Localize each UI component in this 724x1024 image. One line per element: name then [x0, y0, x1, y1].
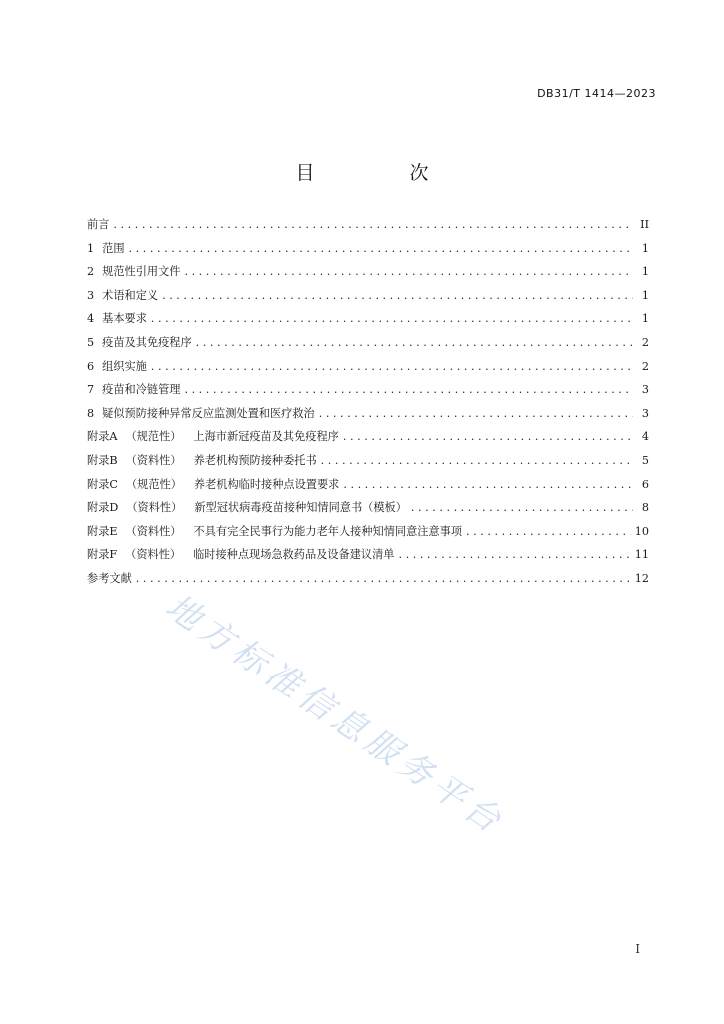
toc-leader-dots — [319, 407, 633, 420]
toc-entry-label: 术语和定义 — [102, 288, 159, 302]
toc-entry-label: 参考文献 — [87, 571, 132, 585]
toc-entry-number: 附录E — [87, 524, 118, 538]
toc-entry-page: 11 — [634, 548, 649, 562]
toc-entry-number: 附录B — [87, 453, 118, 467]
toc-entry-category: （规范性） — [125, 477, 182, 491]
toc-entry-label: 临时接种点现场急救药品及设备建议清单 — [193, 548, 395, 562]
toc-leader-dots — [184, 383, 633, 396]
toc-entry-number: 2 — [87, 265, 95, 279]
watermark: 地方标准信息服务平台 — [158, 586, 513, 844]
toc-entry-label: 规范性引用文件 — [102, 265, 181, 279]
table-of-contents — [87, 216, 649, 594]
toc-entry[interactable] — [87, 452, 649, 476]
toc-entry-number: 6 — [87, 359, 95, 373]
toc-entry[interactable] — [87, 428, 649, 452]
toc-entry-number: 附录D — [87, 501, 119, 515]
toc-entry-page: 1 — [641, 288, 649, 302]
toc-leader-dots — [129, 242, 633, 255]
toc-entry-label: 基本要求 — [102, 312, 147, 326]
toc-leader-dots — [321, 454, 633, 467]
toc-entry-page: 2 — [641, 335, 649, 349]
toc-entry-page: 10 — [634, 524, 649, 538]
toc-entry[interactable] — [87, 240, 649, 264]
toc-entry-label: 新型冠状病毒疫苗接种知情同意书（模板） — [194, 501, 407, 515]
toc-leader-dots — [343, 430, 633, 443]
toc-entry-number: 附录F — [87, 548, 118, 562]
toc-entry[interactable] — [87, 499, 649, 523]
toc-entry-number: 5 — [87, 335, 95, 349]
toc-entry-page: 1 — [641, 312, 649, 326]
toc-leader-dots — [466, 525, 631, 538]
toc-entry[interactable] — [87, 358, 649, 382]
toc-leader-dots — [343, 478, 633, 491]
toc-entry-page: 5 — [641, 453, 649, 467]
standard-code: DB31/T 1414—2023 — [537, 87, 656, 100]
toc-entry-label: 上海市新冠疫苗及其免疫程序 — [193, 430, 339, 444]
toc-entry-category: （规范性） — [125, 430, 182, 444]
toc-leader-dots — [113, 218, 633, 231]
toc-entry-category: （资料性） — [125, 524, 182, 538]
toc-leader-dots — [184, 265, 633, 278]
toc-entry-number: 附录C — [87, 477, 118, 491]
toc-leader-dots — [151, 360, 633, 373]
toc-leader-dots — [162, 289, 633, 302]
toc-entry-page: II — [640, 218, 649, 231]
toc-entry-number: 1 — [87, 241, 95, 255]
toc-entry-number: 8 — [87, 406, 95, 420]
toc-entry-page: 6 — [641, 477, 649, 491]
toc-entry-label: 养老机构预防接种委托书 — [193, 453, 317, 467]
toc-entry[interactable] — [87, 405, 649, 429]
toc-leader-dots — [398, 548, 630, 561]
toc-entry[interactable] — [87, 570, 649, 594]
toc-entry[interactable] — [87, 523, 649, 547]
toc-leader-dots — [411, 501, 633, 514]
toc-entry-category: （资料性） — [126, 501, 183, 515]
toc-entry-number: 4 — [87, 312, 95, 326]
toc-entry[interactable] — [87, 334, 649, 358]
toc-entry-number: 7 — [87, 383, 95, 397]
toc-entry[interactable] — [87, 287, 649, 311]
toc-entry-label: 养老机构临时接种点设置要求 — [193, 477, 340, 491]
toc-entry[interactable] — [87, 263, 649, 287]
toc-entry-number: 3 — [87, 288, 95, 302]
toc-entry-label: 组织实施 — [102, 359, 147, 373]
toc-entry-category: （资料性） — [125, 548, 182, 562]
toc-entry-label: 前言 — [87, 218, 110, 231]
toc-entry-number: 附录A — [87, 430, 118, 444]
page-title: 目 次 — [295, 162, 467, 184]
toc-leader-dots — [136, 572, 631, 585]
toc-entry[interactable] — [87, 216, 649, 240]
page-number: I — [635, 942, 640, 956]
toc-entry-label: 疑似预防接种异常反应监测处置和医疗救治 — [102, 406, 315, 420]
toc-entry-page: 4 — [641, 430, 649, 444]
toc-entry-label: 不具有完全民事行为能力老年人接种知情同意注意事项 — [193, 524, 463, 538]
toc-entry-page: 3 — [641, 406, 649, 420]
toc-entry[interactable] — [87, 381, 649, 405]
toc-entry-label: 疫苗及其免疫程序 — [102, 335, 192, 349]
toc-leader-dots — [196, 336, 633, 349]
toc-entry-page: 1 — [641, 265, 649, 279]
toc-entry-category: （资料性） — [125, 453, 182, 467]
toc-entry-page: 1 — [641, 241, 649, 255]
toc-entry-label: 范围 — [102, 241, 125, 255]
toc-entry[interactable] — [87, 546, 649, 570]
toc-entry[interactable] — [87, 476, 649, 500]
toc-entry-page: 12 — [634, 571, 649, 585]
toc-entry-page: 2 — [641, 359, 649, 373]
toc-entry-page: 8 — [641, 501, 649, 515]
toc-entry-page: 3 — [641, 383, 649, 397]
toc-entry-label: 疫苗和冷链管理 — [102, 383, 181, 397]
toc-entry[interactable] — [87, 310, 649, 334]
toc-leader-dots — [151, 312, 633, 325]
